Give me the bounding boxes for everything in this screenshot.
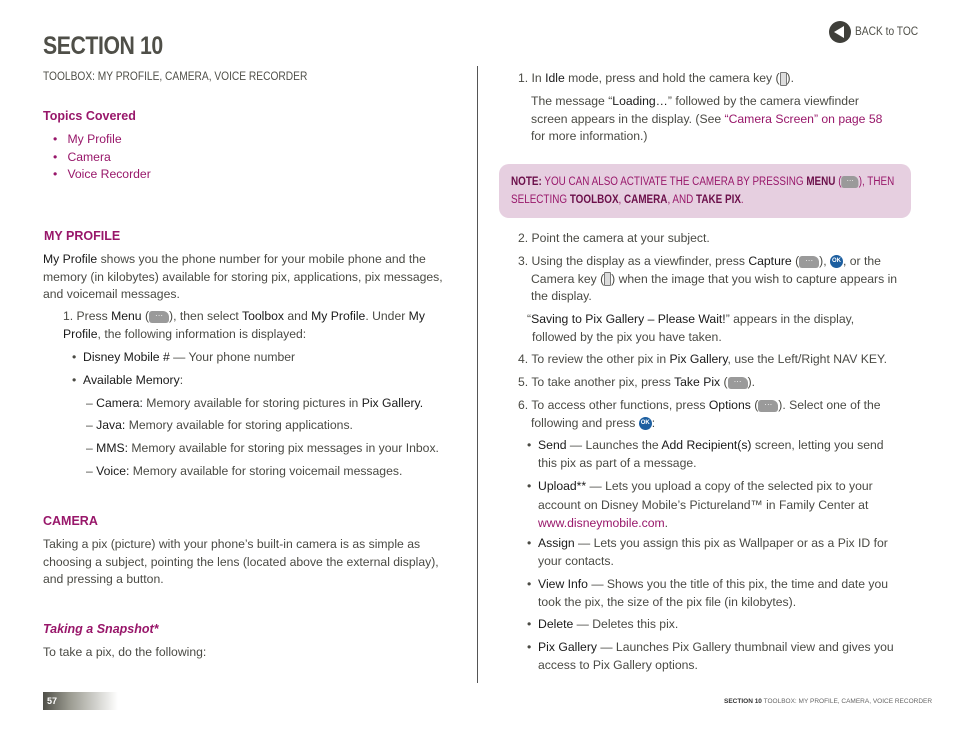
section-title: SECTION 10 xyxy=(43,32,163,60)
back-label: BACK to TOC xyxy=(855,24,919,39)
memory-camera: – Camera: Memory available for storing pictures in Pix Gallery. xyxy=(86,396,424,410)
topic-link[interactable]: • Voice Recorder xyxy=(53,167,151,181)
memory-mms: – MMS: Memory available for storing pix messages in your Inbox. xyxy=(86,441,439,455)
bullet-available-memory: • Available Memory: xyxy=(72,373,184,387)
ok-key-icon: OK xyxy=(639,417,652,430)
option-view-info: • View Info — Shows you the title of this pix, the time and date you took the pix, the size of the pix file (in kilobytes). xyxy=(527,577,889,609)
my-profile-heading: MY PROFILE xyxy=(44,229,121,243)
menu-softkey-icon: ··· xyxy=(149,311,169,323)
bullet-disney-mobile: • Disney Mobile # — Your phone number xyxy=(72,350,296,364)
note-text: NOTE: YOU CAN ALSO ACTIVATE THE CAMERA BY PRESSING MENU ( ··· ), THEN SELECTING TOOLBOX, CAMERA, AND TAKE PIX. xyxy=(511,175,895,206)
saving-message: “Saving to Pix Gallery – Please Wait!” appears in the display, followed by the pix you have taken. xyxy=(527,312,855,344)
back-to-toc-link[interactable] xyxy=(829,21,929,43)
back-arrow-icon xyxy=(829,21,851,43)
camera-key-icon xyxy=(780,72,787,86)
camera-step-6: 6. To access other functions, press Options ( ··· ). Select one of the following and press OK : xyxy=(518,398,881,430)
camera-step-3: 3. Using the display as a viewfinder, press Capture ( ··· ), OK , or the Camera key ( ) when the image that you wish to capture appears in the display. xyxy=(518,254,898,303)
option-send: • Send — Launches the Add Recipient(s) screen, letting you send this pix as part of a message. xyxy=(527,438,884,470)
option-assign: • Assign — Lets you assign this pix as Wallpaper or as a Pix ID for your contacts. xyxy=(527,536,888,568)
option-pix-gallery: • Pix Gallery — Launches Pix Gallery thumbnail view and gives you access to Pix Gallery options. xyxy=(527,640,894,672)
my-profile-step-1: 1. Press Menu ( ··· ), then select Toolbox and My Profile. Under My Profile, the following information is displayed: xyxy=(63,309,425,341)
camera-screen-link[interactable]: “Camera Screen” on page 58 xyxy=(724,111,883,126)
topic-link[interactable]: • Camera xyxy=(53,149,111,164)
loading-paragraph: The message “Loading…” followed by the camera viewfinder screen appears in the display. (See “Camera Screen” on page 58 for more information.) xyxy=(531,94,883,143)
column-divider xyxy=(477,66,478,683)
take-pix-softkey-icon: ··· xyxy=(728,377,748,389)
camera-heading: CAMERA xyxy=(43,514,98,528)
footer-running-title: SECTION 10 TOOLBOX: MY PROFILE, CAMERA, VOICE RECORDER xyxy=(724,698,933,705)
section-subtitle: TOOLBOX: MY PROFILE, CAMERA, VOICE RECORDER xyxy=(43,69,308,83)
snapshot-intro: To take a pix, do the following: xyxy=(43,645,207,659)
page-number: 57 xyxy=(43,692,118,710)
camera-step-2: 2. Point the camera at your subject. xyxy=(518,231,710,245)
disneymobile-link[interactable]: www.disneymobile.com xyxy=(538,516,665,530)
memory-voice: – Voice: Memory available for storing voicemail messages. xyxy=(86,464,403,478)
topics-heading: Topics Covered xyxy=(43,109,136,123)
option-upload: • Upload** — Lets you upload a copy of the selected pix to your account on Disney Mobile’s Pictureland™ in Family Center at www.disneymobile.com. xyxy=(527,479,873,530)
snapshot-heading: Taking a Snapshot* xyxy=(43,622,159,636)
my-profile-intro: My Profile shows you the phone number for your mobile phone and the memory (in kilobytes) available for storing pix, applications, pix messages, and voicemail messages. xyxy=(43,252,443,301)
option-delete: • Delete — Deletes this pix. xyxy=(527,617,679,631)
memory-java: – Java: Memory available for storing applications. xyxy=(86,418,353,432)
camera-step-4: 4. To review the other pix in Pix Gallery, use the Left/Right NAV KEY. xyxy=(518,352,887,366)
camera-step-1: 1. In Idle mode, press and hold the camera key ( ). xyxy=(518,71,794,85)
topics-list xyxy=(53,131,151,184)
menu-softkey-icon: ··· xyxy=(841,176,858,188)
capture-softkey-icon: ··· xyxy=(799,256,819,268)
options-softkey-icon: ··· xyxy=(758,400,778,412)
camera-intro: Taking a pix (picture) with your phone’s built-in camera is as simple as choosing a subject, pointing the lens (located above the external display), and pressing a button. xyxy=(43,537,439,586)
ok-key-icon: OK xyxy=(830,255,843,268)
topic-link[interactable]: • My Profile xyxy=(53,132,122,146)
camera-step-5: 5. To take another pix, press Take Pix ( ··· ). xyxy=(518,375,756,389)
